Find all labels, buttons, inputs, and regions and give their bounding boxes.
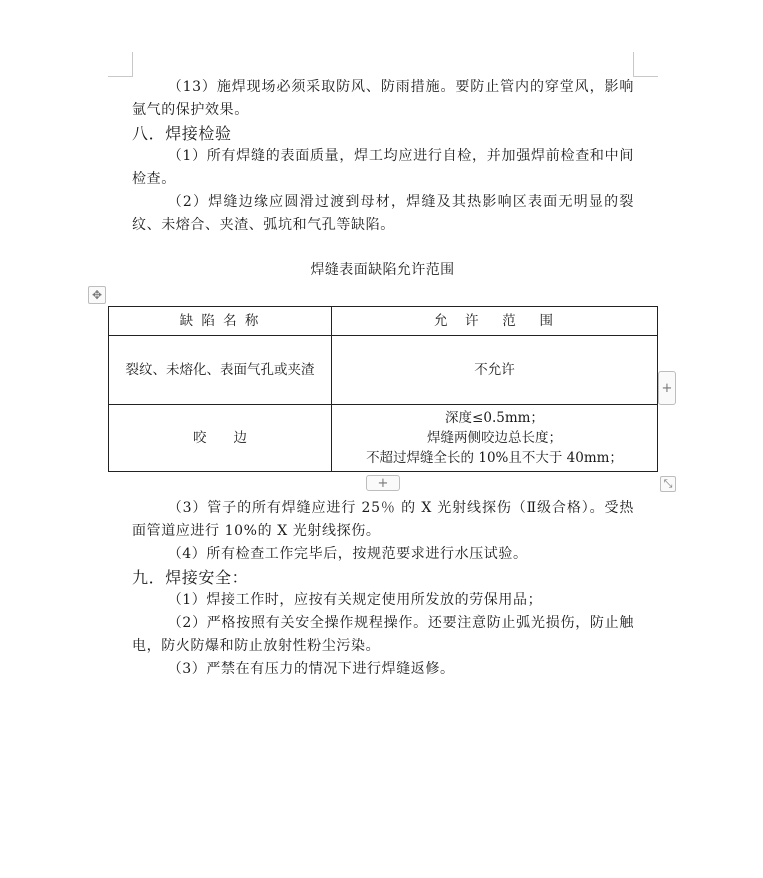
page-corner-top-right [633, 52, 658, 77]
section-heading-inspection: 八．焊接检验 [132, 124, 232, 143]
add-column-button[interactable]: + [658, 371, 676, 405]
table-header-allowed-range: 允 许 范 围 [332, 307, 658, 336]
section-heading-safety: 九．焊接安全： [132, 568, 249, 587]
paragraph-inspection-2: （2）焊缝边缘应圆滑过渡到母材，焊缝及其热影响区表面无明显的裂纹、未熔合、夹渣、弧坑和气孔等缺陷。 [132, 194, 634, 233]
range-line: 深度≤0.5mm； [445, 410, 544, 426]
document-body-top [132, 76, 634, 237]
paragraph-13: （13）施焊现场必须采取防风、防雨措施。要防止管内的穿堂风，影响氩气的保护效果。 [132, 79, 634, 118]
table-caption: 焊缝表面缺陷允许范围 [310, 262, 455, 278]
range-line: 不超过焊缝全长的 10%且不大于 40mm； [366, 450, 623, 466]
resize-icon[interactable]: ⤡ [660, 476, 676, 492]
paragraph-safety-2: （2）严格按照有关安全操作规程操作。还要注意防止弧光损伤，防止触电，防火防爆和防止放射性粉尘污染。 [132, 615, 634, 654]
paragraph-inspection-1: （1）所有焊缝的表面质量，焊工均应进行自检，并加强焊前检查和中间检查。 [132, 148, 634, 187]
paragraph-safety-1: （1）焊接工作时，应按有关规定使用所发放的劳保用品； [167, 592, 543, 608]
move-icon[interactable]: ✥ [88, 286, 106, 304]
paragraph-inspection-3: （3）管子的所有焊缝应进行 25％ 的 X 光射线探伤（Ⅱ级合格）。受热面管道应进行 10%的 X 光射线探伤。 [132, 500, 634, 539]
range-line: 焊缝两侧咬边总长度； [427, 430, 562, 446]
paragraph-inspection-4: （4）所有检查工作完毕后，按规范要求进行水压试验。 [167, 546, 528, 562]
table-cell-defect-name: 咬 边 [109, 405, 332, 472]
document-body-bottom [132, 497, 634, 681]
table-row [109, 405, 658, 472]
table-cell-allowed-range [332, 405, 658, 472]
page-corner-top-left [108, 52, 133, 77]
range-line: 不允许 [474, 362, 515, 378]
table-cell-allowed-range [332, 336, 658, 405]
table-header-defect-name: 缺 陷 名 称 [109, 307, 332, 336]
add-row-button[interactable]: + [366, 475, 400, 491]
paragraph-safety-3: （3）严禁在有压力的情况下进行焊缝返修。 [167, 661, 455, 677]
table-cell-defect-name: 裂纹、未熔化、表面气孔或夹渣 [109, 336, 332, 405]
defect-table [108, 306, 658, 472]
table-row [109, 336, 658, 405]
